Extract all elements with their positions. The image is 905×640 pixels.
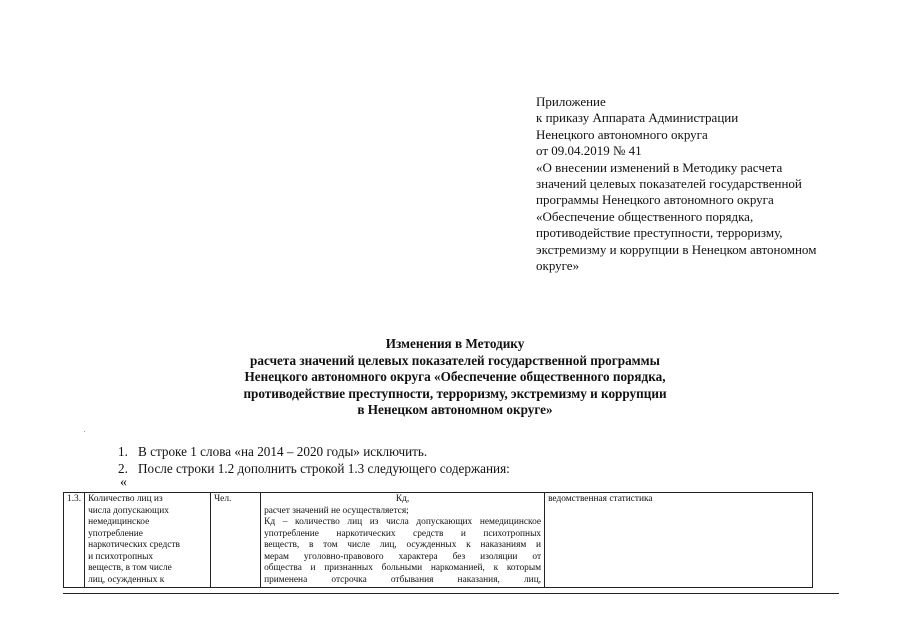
list-item-number: 2. xyxy=(118,461,128,476)
appendix-line: округе» xyxy=(536,258,580,274)
appendix-line: значений целевых показателей государственной xyxy=(536,176,802,192)
desc-line: применена отсрочка отбывания наказания, лиц, xyxy=(264,574,542,585)
list-item-number: 1. xyxy=(118,444,128,459)
appendix-line: экстремизму и коррупции в Ненецком автономном xyxy=(536,241,817,257)
desc-line: расчет значений не осуществляется; xyxy=(264,505,409,516)
name-line: наркотических средств xyxy=(88,540,180,550)
title-line: противодействие преступности, терроризму, экстремизму и коррупции xyxy=(243,385,667,401)
appendix-line: «О внесении изменений в Методику расчета xyxy=(536,159,783,175)
document-title xyxy=(150,336,760,419)
formula-head: Кд, xyxy=(395,494,410,504)
table-row xyxy=(64,493,813,588)
name-line: Количество лиц из xyxy=(88,494,163,504)
name-line: веществ, в том числе xyxy=(88,563,172,573)
name-line: лиц, осужденных к xyxy=(88,574,165,585)
cell-number xyxy=(64,493,85,588)
row-number: 1.3. xyxy=(67,494,82,504)
title-line: в Ненецком автономном округе» xyxy=(357,402,553,418)
desc-line: веществ, в том числе лиц, осужденных к наказаниям и xyxy=(264,540,542,550)
indicator-table xyxy=(63,492,813,588)
desc-line: общества и признанных больными наркоманией, к которым xyxy=(264,563,542,573)
desc-line: мерам уголовно-правового характера без изоляции от xyxy=(264,551,542,562)
name-line: употребление xyxy=(88,528,143,539)
table-bottom-border xyxy=(63,593,839,594)
source-text: ведомственная статистика xyxy=(548,494,653,504)
name-line: числа допускающих xyxy=(88,505,169,516)
appendix-block xyxy=(536,94,866,274)
list-item-text: В строке 1 слова «на 2014 – 2020 годы» исключить. xyxy=(138,444,428,459)
cell-description xyxy=(261,493,545,588)
appendix-line: противодействие преступности, терроризму, xyxy=(536,225,783,241)
amendment-list xyxy=(118,443,510,477)
list-item-text: После строки 1.2 дополнить строкой 1.3 следующего содержания: xyxy=(138,461,510,476)
title-line: Изменения в Методику xyxy=(385,336,525,351)
appendix-line: к приказу Аппарата Администрации xyxy=(536,110,739,126)
cell-unit xyxy=(211,493,261,588)
appendix-line: программы Ненецкого автономного округа xyxy=(536,192,774,208)
desc-line: употребление наркотических средств и психотропных xyxy=(264,528,542,539)
scan-speck xyxy=(84,431,85,432)
title-line: Ненецкого автономного округа «Обеспечение общественного порядка, xyxy=(244,369,666,385)
appendix-line: «Обеспечение общественного порядка, xyxy=(536,208,754,224)
name-line: немедицинское xyxy=(88,517,150,527)
appendix-line: от 09.04.2019 № 41 xyxy=(536,143,642,159)
cell-source xyxy=(545,493,813,588)
name-line: и психотропных xyxy=(88,551,154,562)
opening-quote: « xyxy=(120,475,127,490)
list-item xyxy=(118,443,510,460)
appendix-line: Приложение xyxy=(536,94,606,109)
unit-text: Чел. xyxy=(214,494,232,504)
title-line: расчета значений целевых показателей государственной программы xyxy=(250,352,660,368)
cell-indicator-name xyxy=(85,493,211,588)
appendix-line: Ненецкого автономного округа xyxy=(536,126,708,142)
list-item xyxy=(118,460,510,477)
desc-line: Кд – количество лиц из числа допускающих немедицинское xyxy=(264,517,542,527)
